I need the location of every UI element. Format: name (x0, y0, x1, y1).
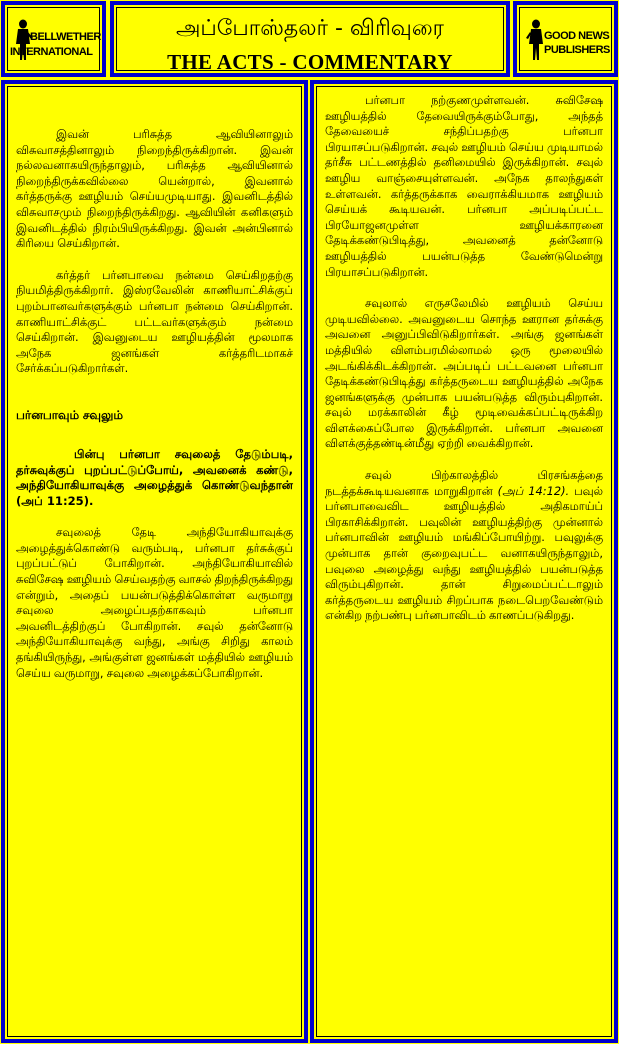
paragraph: சவுலால் எருசலேமில் ஊழியம் செய்ய முடியவில்லை. அவனுடைய சொந்த ஊரான தர்சுக்கு அவனை அனுப்பிவிடுகிறார்கள். அங்கு ஜனங்கள் மத்தியில் விளம்பரமில்லாமல் ஒரு மூலையில் அடங்கிக்கிடக்கிறான். அப்படிப் பட்டவனை பர்னபா தேடிக்கண்டுபிடித்து கர்த்தருடைய ஊழியத்தில் அநேக ஜனங்களுக்கு முன்பாக பயன்படுத்த விரும்புகிறான். சவுல் மரக்காலின் கீழ் மூடிவைக்கப்பட்டிருக்கிற விளக்கைப்போல இருக்கிறான். பர்னபா அவனை விளக்குத்தண்டின்மீது ஏற்றி வைக்கிறான். (325, 296, 603, 451)
scripture-quote: பின்பு பர்னபா சவுலைத் தேடும்படி, தர்சுவுக்குப் புறப்பட்டுப்போய், அவனைக் கண்டு, அந்தியோகியாவுக்கு அழைத்துக் கொண்டுவந்தான் (அப் 11:25). (16, 446, 293, 508)
section-heading: பர்னபாவும் சவுலும் (16, 407, 124, 422)
good-news-logo (522, 14, 614, 70)
title-box (110, 1, 510, 77)
page-header (0, 0, 619, 78)
scripture-reference: (அப் 14:12). (497, 483, 570, 498)
left-column (1, 80, 308, 1043)
bellwether-logo (10, 14, 102, 70)
logo-line2: PUBLISHERS (544, 44, 610, 56)
title-tamil: அப்போஸ்தலர் - விரிவுரை (175, 16, 445, 41)
right-column (310, 80, 618, 1043)
logo-line2: INTERNATIONAL (10, 46, 93, 58)
left-logo-box (1, 1, 106, 77)
paragraph: சவுலைத் தேடி அந்தியோகியாவுக்கு அழைத்துக்கொண்டு வரும்படி, பர்னபா தர்சுக்குப் புறப்பட்டுப் போகிறான். அந்தியோகியாவில் சுவிசேஷ ஊழியம் செய்வதற்கு வாசல் திறந்திருக்கிறது என்றும், அதைப் பயன்படுத்திக்கொள்ள வருமாறு சவுலை அழைப்பதற்காகவும் பர்னபா அவனிடத்திற்குப் போகிறான். சவுல் தன்னோடு அந்தியோகியாவுக்கு வந்து, அங்கு சிறிது காலம் தங்கியிருந்து, அங்குள்ள ஜனங்கள் மத்தியில் ஊழியம் செய்ய வருமாறு, சவுலை அழைக்கப்போகிறான். (16, 525, 293, 680)
paragraph: இவன் பரிசுத்த ஆவியினாலும் விசுவாசத்தினாலும் நிறைந்திருக்கிறான். இவன் நல்லவனாகயிருந்தாலும், பரிசுத்த ஆவியினால் நிறைந்திருக்கவில்லை யென்றால், இவனால் கர்த்தருக்கு ஊழியம் செய்யமுடியாது. இவனிடத்தில் விசுவாசமும் நிறைந்திருக்கிறது. ஆவியின் கனிகளும் இவனிடத்தில் நிரம்பியிருக்கிறது. இவன் அன்பினால் கிரியை செய்கிறான். (16, 127, 293, 251)
logo-line1: BELLWETHER (30, 31, 101, 43)
paragraph: பர்னபா நற்குணமுள்ளவன். சுவிசேஷ ஊழியத்தில் தேவையிருக்கும்போது, அந்தத் தேவையைச் சந்திப்பதற்கு பர்னபா பிரயாசப்படுகிறான். சவுல் ஊழியம் செய்ய முடியாமல் தர்சீசு பட்டணத்தில் தனிமையில் இருக்கிறான். சவுல் ஊழிய வாஞ்சையுள்ளவன். அநேக தாலந்துகள் உள்ளவன். கர்த்தருக்காக வைராக்கியமாக ஊழியம் செய்யக் கூடியவன். பர்னபா அப்படிப்பட்ட பிரயோஜனமுள்ள ஊழியக்காரனை தேடிக்கண்டுபிடித்து, அவனைத் தன்னோடு ஊழியத்தில் பயன்படுத்த வேண்டுமென்று பிரயாசப்படுகிறான். (325, 93, 603, 279)
right-logo-box (513, 1, 618, 77)
sheep-figure-icon (526, 18, 546, 62)
title-english: THE ACTS - COMMENTARY (167, 50, 453, 74)
logo-line1: GOOD NEWS (544, 30, 610, 42)
paragraph (325, 468, 603, 624)
paragraph: கர்த்தர் பர்னபாவை நன்மை செய்கிறதற்கு நியமித்திருக்கிறார். இஸ்ரவேலின் காணியாட்சிக்குப் புறம்பானவர்களுக்கும் பர்னபா நன்மை செய்கிறான். காணியாட்சிக்குட் பட்டவர்களுக்கும் நன்மை செய்கிறான். இவனுடைய ஊழியத்தின் மூலமாக அநேக ஜனங்கள் கர்த்தரிடமாகச் சேர்க்கப்படுகிறார்கள். (16, 267, 293, 376)
paragraph-text: பவுல் பர்னபாவைவிட ஊழியத்தில் அதிகமாய்ப் பிரகாசிக்கிறான். பவுலின் ஊழியத்திற்கு முன்னால் பர்னபாவின் ஊழியம் மங்கிப்போயிற்று. பவுலுக்கு முன்பாக தான் குறைவுபட்ட வனாகயிருந்தாலும், பவுலை அழைத்து வந்து ஊழியத்தில் பயன்படுத்த விரும்புகிறான். தான் சிறுமைப்பட்டாலும் கர்த்தருடைய ஊழியம் சிறப்பாக நடைபெறவேண்டும் என்கிற நற்பண்பு பர்னபாவிடம் காணப்படுகிறது. (325, 483, 603, 623)
paragraph-text: சவுல் பிற்காலத்தில் பிரசங்கத்தை நடத்தக்கூடியவனாக மாறுகிறான் (325, 468, 603, 498)
